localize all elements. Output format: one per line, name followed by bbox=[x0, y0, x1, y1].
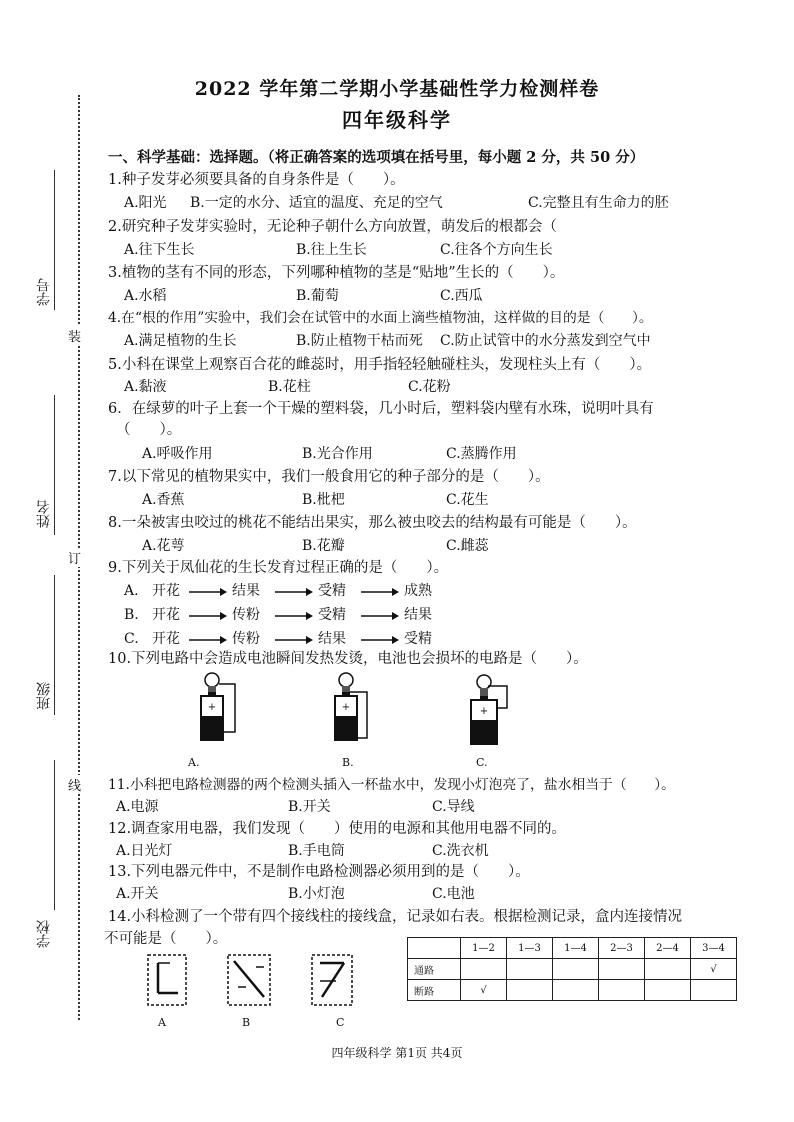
q3-option-b[interactable]: B.葡萄 bbox=[296, 288, 339, 304]
question-14-line2: 不可能是（ ）。 bbox=[104, 931, 228, 947]
section-heading: 一、科学基础：选择题。（将正确答案的选项填在括号里，每小题 2 分，共 50 分） bbox=[108, 149, 645, 166]
q7-option-c[interactable]: C.花生 bbox=[446, 492, 489, 508]
q2-option-b[interactable]: B.往上生长 bbox=[296, 242, 367, 258]
q13-option-c[interactable]: C.电池 bbox=[432, 886, 475, 902]
q12-option-b[interactable]: B.手电筒 bbox=[288, 843, 345, 859]
arrow-right-icon bbox=[274, 635, 314, 645]
q13-option-b[interactable]: B.小灯泡 bbox=[288, 886, 345, 902]
q4-option-b[interactable]: B.防止植物干枯而死 bbox=[296, 333, 423, 349]
arrow-right-icon bbox=[188, 611, 228, 621]
q10-option-c[interactable]: C. bbox=[476, 756, 488, 769]
q9-stage: 开花 bbox=[152, 631, 180, 647]
q8-option-b[interactable]: B.花瓣 bbox=[302, 538, 345, 554]
table-row bbox=[408, 959, 737, 980]
exam-title: 2022 学年第二学期小学基础性学力检测样卷 bbox=[194, 78, 600, 100]
table-cell bbox=[553, 959, 599, 980]
q9-stage: 传粉 bbox=[232, 631, 260, 647]
question-7: 7.以下常见的植物果实中，我们一般食用它的种子部分的是（ ）。 bbox=[108, 469, 550, 485]
q9-stage: 受精 bbox=[404, 631, 432, 647]
q14-option-a[interactable]: A bbox=[158, 1016, 166, 1029]
q1-option-a[interactable]: A.阳光 bbox=[124, 195, 167, 211]
row-label: 通路 bbox=[408, 959, 461, 980]
q9-stage: 结果 bbox=[404, 607, 432, 623]
q9-stage: 受精 bbox=[318, 607, 346, 623]
arrow-right-icon bbox=[360, 611, 400, 621]
table-cell bbox=[553, 980, 599, 1001]
col-header: 2—3 bbox=[599, 938, 645, 959]
arrow-right-icon bbox=[360, 635, 400, 645]
question-6-blank: （ ）。 bbox=[116, 422, 182, 438]
row-label: 断路 bbox=[408, 980, 461, 1001]
q4-option-c[interactable]: C.防止试管中的水分蒸发到空气中 bbox=[440, 333, 651, 349]
svg-text:+: + bbox=[207, 702, 217, 713]
q3-option-a[interactable]: A.水稻 bbox=[124, 288, 167, 304]
col-header: 1—3 bbox=[507, 938, 553, 959]
question-8: 8.一朵被害虫咬过的桃花不能结出果实，那么被虫咬去的结构最有可能是（ ）。 bbox=[108, 515, 637, 531]
question-3: 3.植物的茎有不同的形态，下列哪种植物的茎是“贴地”生长的（ ）。 bbox=[108, 265, 565, 281]
q12-option-c[interactable]: C.洗衣机 bbox=[432, 843, 489, 859]
label-student-id: 学号 bbox=[36, 278, 52, 306]
name-field[interactable] bbox=[54, 395, 55, 535]
q6-option-b[interactable]: B.光合作用 bbox=[302, 446, 373, 462]
class-field[interactable] bbox=[54, 575, 55, 715]
q6-option-c[interactable]: C.蒸腾作用 bbox=[446, 446, 517, 462]
binding-char-xian: 线 bbox=[68, 775, 81, 794]
col-header: 2—4 bbox=[645, 938, 691, 959]
svg-text:+: + bbox=[341, 702, 351, 713]
q8-option-a[interactable]: A.花萼 bbox=[142, 538, 185, 554]
question-12: 12.调查家用电器，我们发现（ ）使用的电源和其他用电器不同的。 bbox=[108, 821, 567, 837]
q9-option-letter: B. bbox=[124, 607, 139, 623]
q5-option-c[interactable]: C.花粉 bbox=[408, 379, 451, 395]
q3-option-c[interactable]: C.西瓜 bbox=[440, 288, 483, 304]
circuit-diagrams bbox=[195, 668, 515, 758]
question-13: 13.下列电器元件中，不是制作电路检测器必须用到的是（ ）。 bbox=[108, 864, 530, 880]
q6-option-a[interactable]: A.呼吸作用 bbox=[142, 446, 213, 462]
junction-box-diagrams bbox=[146, 953, 356, 1009]
question-4: 4.在“根的作用”实验中，我们会在试管中的水面上滴些植物油，这样做的目的是（ ）。 bbox=[108, 310, 653, 326]
q5-option-b[interactable]: B.花柱 bbox=[268, 379, 311, 395]
label-class: 班级 bbox=[36, 682, 52, 710]
table-cell bbox=[507, 980, 553, 1001]
q9-option-letter: C. bbox=[124, 631, 139, 647]
question-6: 6．在绿萝的叶子上套一个干燥的塑料袋，几小时后，塑料袋内壁有水珠，说明叶具有 bbox=[108, 401, 654, 417]
junction-box-b[interactable] bbox=[228, 955, 270, 1005]
school-field[interactable] bbox=[54, 760, 55, 910]
q12-option-a[interactable]: A.日光灯 bbox=[116, 843, 173, 859]
q7-option-a[interactable]: A.香蕉 bbox=[142, 492, 185, 508]
question-11: 11.小科把电路检测器的两个检测头插入一杯盐水中，发现小灯泡亮了，盐水相当于（ ）。 bbox=[108, 777, 675, 793]
question-14: 14.小科检测了一个带有四个接线柱的接线盒，记录如右表。根据检测记录，盒内连接情况 bbox=[108, 909, 683, 925]
q7-option-b[interactable]: B.枇杷 bbox=[302, 492, 345, 508]
svg-text:+: + bbox=[479, 706, 489, 717]
table-cell bbox=[645, 980, 691, 1001]
table-cell bbox=[599, 980, 645, 1001]
table-header-row bbox=[408, 938, 737, 959]
question-2: 2.研究种子发芽实验时，无论种子朝什么方向放置，萌发后的根都会（ bbox=[108, 219, 557, 235]
table-cell: √ bbox=[691, 959, 737, 980]
q9-stage: 传粉 bbox=[232, 607, 260, 623]
arrow-right-icon bbox=[360, 587, 400, 597]
question-10: 10.下列电路中会造成电池瞬间发热发烫，电池也会损坏的电路是（ ）。 bbox=[108, 651, 588, 667]
arrow-right-icon bbox=[188, 635, 228, 645]
arrow-right-icon bbox=[274, 587, 314, 597]
page-footer: 四年级科学 第1页 共4页 bbox=[331, 1046, 463, 1060]
q13-option-a[interactable]: A.开关 bbox=[116, 886, 159, 902]
table-cell bbox=[461, 959, 507, 980]
question-5: 5.小科在课堂上观察百合花的雌蕊时，用手指轻轻触碰柱头，发现柱头上有（ ）。 bbox=[108, 357, 652, 373]
col-header: 1—4 bbox=[553, 938, 599, 959]
q1-option-b[interactable]: B.一定的水分、适宜的温度、充足的空气 bbox=[190, 195, 443, 211]
q9-option-letter: A. bbox=[124, 583, 139, 599]
q9-stage: 结果 bbox=[232, 583, 260, 599]
q9-stage: 成熟 bbox=[404, 583, 432, 599]
junction-box-c[interactable] bbox=[312, 955, 352, 1005]
q10-option-b[interactable]: B. bbox=[342, 756, 354, 769]
col-header: 3—4 bbox=[691, 938, 737, 959]
q9-stage: 开花 bbox=[152, 607, 180, 623]
q5-option-a[interactable]: A.黏液 bbox=[124, 379, 167, 395]
junction-box-a[interactable] bbox=[148, 955, 186, 1005]
q11-option-a[interactable]: A.电源 bbox=[116, 799, 159, 815]
q9-stage: 受精 bbox=[318, 583, 346, 599]
q2-option-a[interactable]: A.往下生长 bbox=[124, 242, 195, 258]
circuit-b[interactable] bbox=[335, 673, 367, 740]
q14-option-b[interactable]: B bbox=[242, 1016, 251, 1029]
circuit-c[interactable] bbox=[471, 675, 507, 744]
binding-char-zhuang: 装 bbox=[68, 326, 81, 345]
table-corner-cell bbox=[408, 938, 461, 959]
student-id-field[interactable] bbox=[54, 170, 55, 310]
q11-option-c[interactable]: C.导线 bbox=[432, 799, 475, 815]
q1-option-c[interactable]: C.完整且有生命力的胚 bbox=[528, 195, 669, 211]
table-cell bbox=[645, 959, 691, 980]
arrow-right-icon bbox=[274, 611, 314, 621]
q11-option-b[interactable]: B.开关 bbox=[288, 799, 331, 815]
q4-option-a[interactable]: A.满足植物的生长 bbox=[124, 333, 237, 349]
label-name: 姓名 bbox=[36, 500, 52, 528]
q10-option-a[interactable]: A. bbox=[188, 756, 200, 769]
arrow-right-icon bbox=[188, 587, 228, 597]
question-9: 9.下列关于凤仙花的生长发育过程正确的是（ ）。 bbox=[108, 560, 449, 576]
circuit-a[interactable] bbox=[201, 673, 235, 740]
table-cell bbox=[691, 980, 737, 1001]
q14-option-c[interactable]: C bbox=[336, 1016, 345, 1029]
question-1: 1.种子发芽必须要具备的自身条件是（ ）。 bbox=[108, 172, 405, 188]
table-cell bbox=[507, 959, 553, 980]
q8-option-c[interactable]: C.雌蕊 bbox=[446, 538, 489, 554]
table-cell bbox=[599, 959, 645, 980]
q9-stage: 开花 bbox=[152, 583, 180, 599]
table-row bbox=[408, 980, 737, 1001]
exam-subtitle: 四年级科学 bbox=[342, 108, 452, 132]
detection-record-table bbox=[407, 937, 737, 1001]
label-school: 学校 bbox=[36, 920, 52, 948]
col-header: 1—2 bbox=[461, 938, 507, 959]
q2-option-c[interactable]: C.往各个方向生长 bbox=[440, 242, 553, 258]
table-cell: √ bbox=[461, 980, 507, 1001]
q9-stage: 结果 bbox=[318, 631, 346, 647]
binding-char-ding: 订 bbox=[68, 548, 81, 567]
